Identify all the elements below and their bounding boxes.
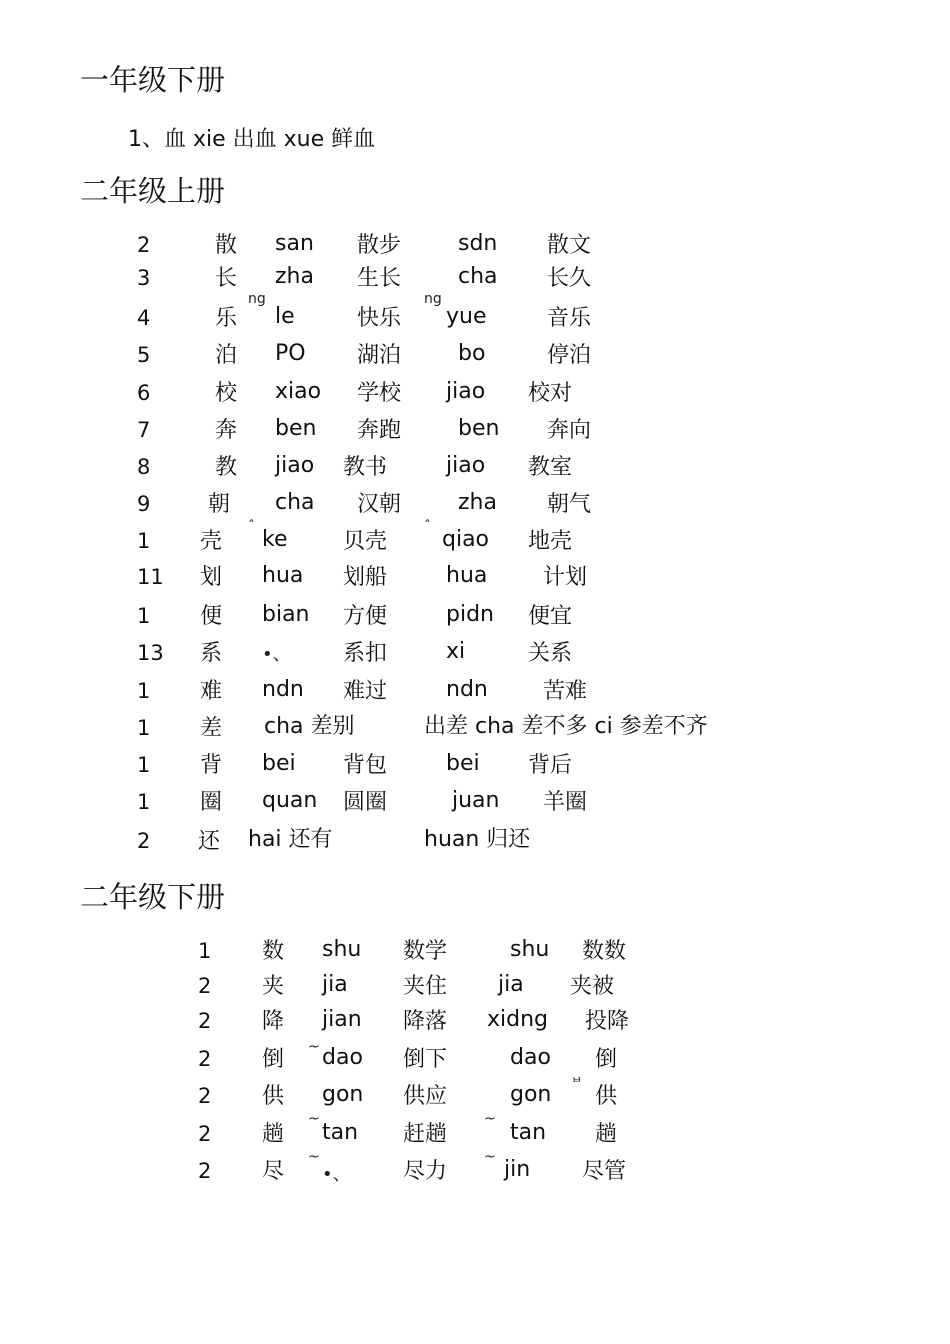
vocab-num: 3 — [137, 266, 151, 290]
vocab-num: 1 — [137, 790, 151, 814]
vocab-char: 倒 — [262, 1047, 285, 1072]
vocab-py1: cha 差别 — [264, 714, 355, 739]
vocab-w1: 圆圈 — [343, 790, 388, 815]
vocab-char: 降 — [262, 1009, 285, 1034]
vocab-py1: dao — [322, 1045, 363, 1070]
vocab-char: 划 — [200, 565, 223, 590]
vocab-num: 1 — [198, 939, 212, 963]
vocab-w1: 降落 — [403, 1009, 448, 1034]
vocab-w2: 音乐 — [547, 306, 592, 331]
vocab-char: 圈 — [200, 790, 223, 815]
scan-mark: ᄇ — [570, 1077, 584, 1093]
vocab-num: 6 — [137, 381, 151, 405]
vocab-num: 2 — [198, 1159, 212, 1183]
vocab-char: 教 — [215, 455, 238, 480]
vocab-py2: ben — [458, 416, 500, 441]
vocab-w1: 背包 — [343, 753, 388, 778]
vocab-w2: 投降 — [585, 1009, 630, 1034]
vocab-py2: sdn — [458, 231, 498, 256]
vocab-py1: jiao — [275, 453, 315, 478]
vocab-py1: cha — [275, 490, 315, 515]
vocab-py2: hua — [446, 563, 488, 588]
vocab-w1: 夹住 — [403, 974, 448, 999]
scan-mark: •、 — [322, 1164, 351, 1185]
vocab-py2: tan — [510, 1120, 547, 1145]
vocab-w2: 夹被 — [570, 974, 615, 999]
vocab-py1: hua — [262, 563, 304, 588]
vocab-w2: 教室 — [528, 455, 573, 480]
vocab-py1: hai 还有 — [248, 827, 333, 852]
vocab-char: 校 — [215, 381, 238, 406]
vocab-w1: 学校 — [357, 381, 402, 406]
vocab-py2: zha — [458, 490, 497, 515]
vocab-char: 便 — [200, 604, 223, 629]
vocab-w1: 倒下 — [403, 1047, 448, 1072]
vocab-num: 2 — [137, 829, 151, 853]
vocab-py2: bei — [446, 751, 480, 776]
scan-mark: ng — [424, 291, 442, 307]
vocab-w2: 倒 — [595, 1047, 618, 1072]
vocab-w2: 数数 — [582, 939, 627, 964]
vocab-w1: 散步 — [357, 233, 402, 258]
vocab-py2: pidn — [446, 602, 494, 627]
vocab-w2: 趟 — [595, 1122, 618, 1147]
vocab-num: 1 — [137, 604, 151, 628]
vocab-w2: 散文 — [547, 233, 592, 258]
vocab-num: 2 — [137, 233, 151, 257]
vocab-py1: shu — [322, 937, 362, 962]
vocab-w1: 快乐 — [357, 306, 402, 331]
vocab-char: 朝 — [208, 492, 231, 517]
vocab-py2: xi — [446, 639, 466, 664]
vocab-w1: 汉朝 — [357, 492, 402, 517]
vocab-py1: ben — [275, 416, 317, 441]
vocab-w2: 尽管 — [582, 1159, 627, 1184]
vocab-py2: dao — [510, 1045, 551, 1070]
vocab-py1: gon — [322, 1082, 364, 1107]
vocab-num: 5 — [137, 343, 151, 367]
vocab-py2: bo — [458, 341, 486, 366]
vocab-num: 8 — [137, 455, 151, 479]
vocab-char: 背 — [200, 753, 223, 778]
vocab-w1: 教书 — [343, 455, 388, 480]
vocab-char: 奔 — [215, 418, 238, 443]
vocab-w2: 停泊 — [547, 343, 592, 368]
vocab-w2: 地壳 — [528, 529, 573, 554]
vocab-w1: 贝壳 — [343, 529, 388, 554]
vocab-w1: 划船 — [343, 565, 388, 590]
vocab-num: 1 — [137, 716, 151, 740]
vocab-w2: 奔向 — [547, 418, 592, 443]
vocab-py2: juan — [452, 788, 500, 813]
vocab-py1: xiao — [275, 379, 322, 404]
vocab-char: 乐 — [215, 306, 238, 331]
vocab-py1: bei — [262, 751, 296, 776]
vocab-py1: bian — [262, 602, 310, 627]
scan-mark: ~ — [308, 1149, 320, 1165]
vocab-py1: zha — [275, 264, 314, 289]
vocab-py2: 出差 cha 差不多 ci 参差不齐 — [424, 714, 708, 739]
vocab-num: 2 — [198, 1122, 212, 1146]
vocab-num: 11 — [137, 565, 164, 589]
vocab-w1: 尽力 — [403, 1159, 448, 1184]
vocab-num: 13 — [137, 641, 164, 665]
vocab-w1: 方便 — [343, 604, 388, 629]
entry-line: 1、血 xie 出血 xue 鲜血 — [128, 127, 376, 152]
vocab-py1: jia — [322, 972, 348, 997]
vocab-py2: cha — [458, 264, 498, 289]
vocab-num: 1 — [137, 753, 151, 777]
vocab-w2: 苦难 — [543, 679, 588, 704]
vocab-py2: qiao — [442, 527, 490, 552]
scan-mark: •、 — [262, 644, 291, 665]
vocab-py1: le — [275, 304, 295, 329]
vocab-py2: xidng — [487, 1007, 549, 1032]
vocab-w2: 朝气 — [547, 492, 592, 517]
vocab-char: 难 — [200, 679, 223, 704]
vocab-w2: 羊圈 — [543, 790, 588, 815]
vocab-py1: quan — [262, 788, 318, 813]
vocab-py1: tan — [322, 1120, 359, 1145]
vocab-num: 7 — [137, 418, 151, 442]
vocab-py2: gon — [510, 1082, 552, 1107]
vocab-w1: 生长 — [357, 266, 402, 291]
vocab-py1: san — [275, 231, 314, 256]
vocab-w1: 赶趟 — [403, 1122, 448, 1147]
vocab-char: 数 — [262, 939, 285, 964]
vocab-char: 夹 — [262, 974, 285, 999]
vocab-num: 1 — [137, 529, 151, 553]
vocab-num: 2 — [198, 1047, 212, 1071]
vocab-char: 供 — [262, 1084, 285, 1109]
vocab-w2: 关系 — [528, 641, 573, 666]
vocab-char: 泊 — [215, 343, 238, 368]
vocab-w1: 供应 — [403, 1084, 448, 1109]
vocab-num: 9 — [137, 492, 151, 516]
vocab-w2: 计划 — [543, 565, 588, 590]
vocab-num: 2 — [198, 1084, 212, 1108]
scan-mark: ng — [248, 291, 266, 307]
scan-mark: ~ — [308, 1111, 320, 1127]
vocab-char: 壳 — [200, 529, 223, 554]
vocab-w2: 供 — [595, 1084, 618, 1109]
vocab-char: 还 — [198, 829, 221, 854]
vocab-char: 长 — [215, 266, 238, 291]
heading-grade2-vol2: 二年级下册 — [80, 880, 226, 914]
vocab-num: 2 — [198, 1009, 212, 1033]
vocab-py2: jin — [504, 1157, 531, 1182]
vocab-py2: yue — [446, 304, 487, 329]
vocab-w2: 便宜 — [528, 604, 573, 629]
vocab-num: 4 — [137, 306, 151, 330]
vocab-w2: 长久 — [547, 266, 592, 291]
vocab-w1: 难过 — [343, 679, 388, 704]
vocab-py1: jian — [322, 1007, 362, 1032]
vocab-py1: ndn — [262, 677, 304, 702]
scan-mark: ˆ — [248, 519, 255, 535]
vocab-w1: 系扣 — [343, 641, 388, 666]
vocab-num: 1 — [137, 679, 151, 703]
vocab-w1: 数学 — [403, 939, 448, 964]
vocab-char: 系 — [200, 641, 223, 666]
vocab-py2: huan 归还 — [424, 827, 531, 852]
scan-mark: ˆ — [424, 519, 431, 535]
vocab-py1: ke — [262, 527, 288, 552]
scan-mark: ~ — [484, 1111, 496, 1127]
heading-grade1-vol2: 一年级下册 — [80, 63, 226, 97]
scan-mark: ~ — [484, 1149, 496, 1165]
vocab-char: 趟 — [262, 1122, 285, 1147]
vocab-w2: 校对 — [528, 381, 573, 406]
vocab-num: 2 — [198, 974, 212, 998]
vocab-py2: jiao — [446, 453, 486, 478]
vocab-w1: 奔跑 — [357, 418, 402, 443]
vocab-w1: 湖泊 — [357, 343, 402, 368]
vocab-char: 尽 — [262, 1159, 285, 1184]
vocab-py2: ndn — [446, 677, 488, 702]
vocab-py2: jiao — [446, 379, 486, 404]
vocab-py1: PO — [275, 341, 306, 366]
vocab-w2: 背后 — [528, 753, 573, 778]
vocab-py2: jia — [498, 972, 524, 997]
vocab-char: 差 — [200, 716, 223, 741]
vocab-char: 散 — [215, 233, 238, 258]
vocab-py2: shu — [510, 937, 550, 962]
scan-mark: ~ — [308, 1039, 320, 1055]
heading-grade2-vol1: 二年级上册 — [80, 174, 226, 208]
